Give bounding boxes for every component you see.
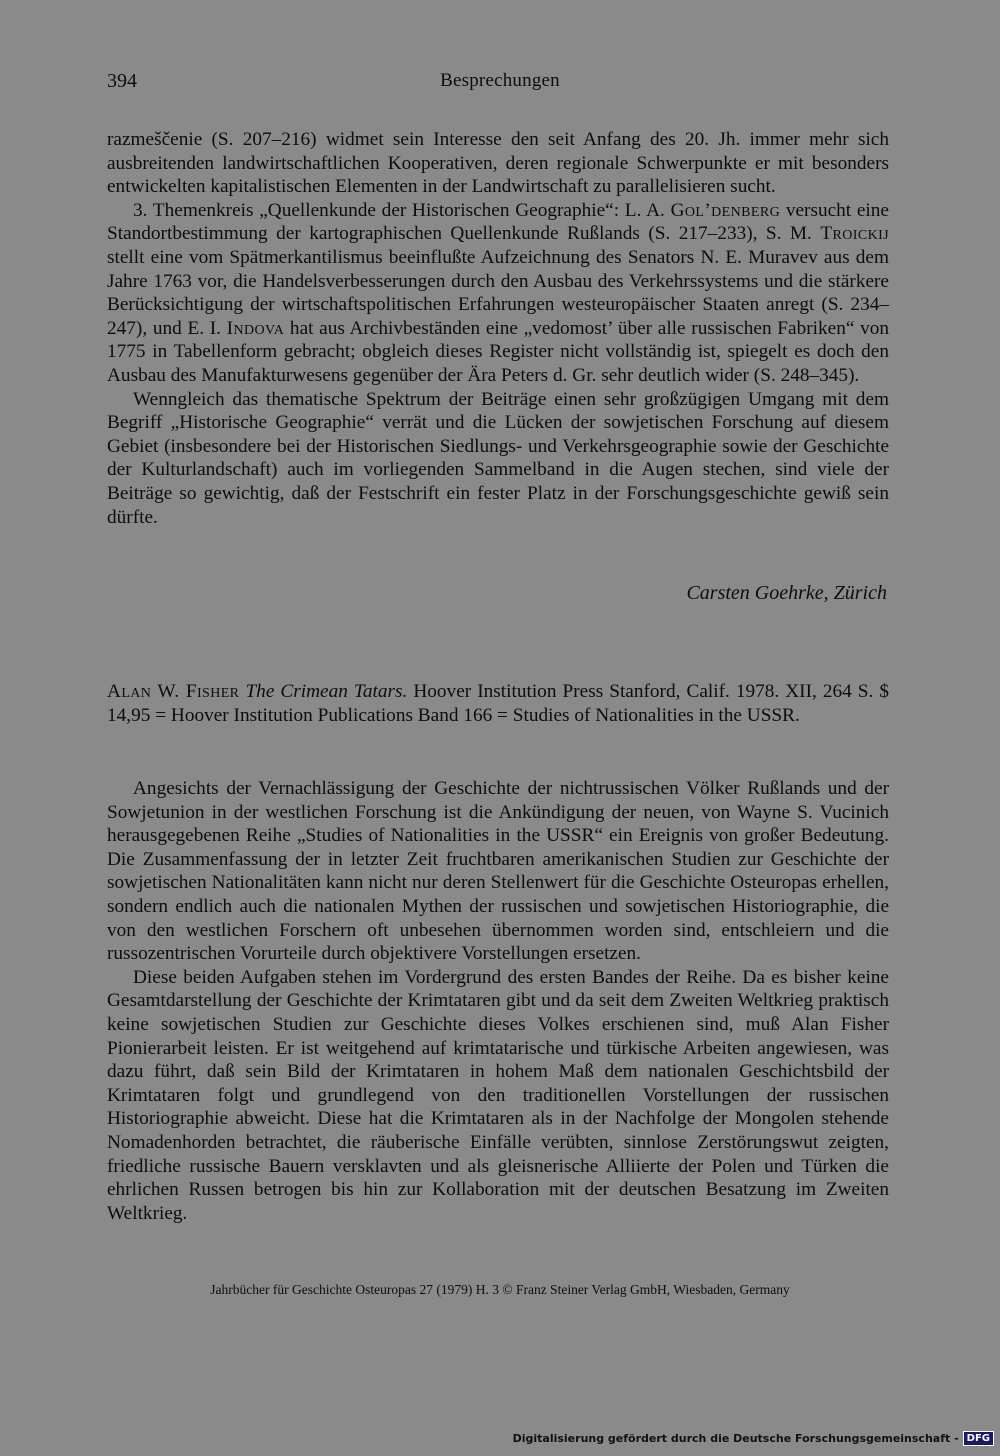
review2-bibliographic-header xyxy=(107,680,889,727)
review1-body xyxy=(107,128,889,529)
review1-p2-text-b: versucht eine Standortbestimmung der kartographischen Quellenkunde Rußlands (S. 217–233), S. M. xyxy=(107,199,889,245)
review1-paragraph-2 xyxy=(107,199,889,388)
journal-citation-footer: Jahrbücher für Geschichte Osteuropas 27 (1979) H. 3 © Franz Steiner Verlag GmbH, Wiesbaden, Germany xyxy=(210,1282,790,1297)
review1-paragraph-3: Wenngleich das thematische Spektrum der Beiträge einen sehr großzügigen Umgang mit dem Begriff „Historische Geographie“ verrät und die Lücken der sowjetischen Forschung auf diesem Gebiet (insbesondere bei der Historischen Siedlungs- und Verkehrsgeographie sowie der Geschichte der Kulturlandschaft) auch im vorliegenden Sammelband in die Augen stechen, sind viele der Beiträge so gewichtig, daß der Festschrift ein fester Platz in der Forschungsgeschichte gewiß sein dürfte. xyxy=(107,388,889,528)
review2-body xyxy=(107,777,889,1225)
dfg-logo: DFG xyxy=(963,1431,994,1446)
author-name-troickij: Troickij xyxy=(820,223,889,245)
review2-book-title: The Crimean Tatars. xyxy=(245,681,408,702)
review2-paragraph-1: Angesichts der Vernachlässigung der Geschichte der nichtrussischen Völker Rußlands und der Sowjetunion in der westlichen Forschung ist die Ankündigung der neuen, von Wayne S. Vucinich herausgegebenen Reihe „Studies of Nationalities in the USSR“ ein Ereignis von großer Bedeutung. Die Zusammenfassung der in letzter Zeit fruchtbaren amerikanischen Studien zur Geschichte der sowjetischen Nationalitäten kann nicht nur deren Stellenwert für die Geschichte Osteuropas erhellen, sondern endlich auch die nationalen Mythen der russischen und sowjetischen Historiographie, die von den westlichen Forschern oft unbesehen übernommen worden sind, entschleiern und die russozentrischen Vorurteile durch objektivere Vorstellungen ersetzen. xyxy=(107,778,889,965)
digitization-notice-text: Digitalisierung gefördert durch die Deutsche Forschungsgemeinschaft - xyxy=(512,1432,959,1445)
review2-author: Alan W. Fisher xyxy=(107,681,240,702)
author-name-indova: Indova xyxy=(226,317,285,339)
page-number: 394 xyxy=(107,70,137,92)
digitization-notice xyxy=(513,1431,994,1446)
review1-paragraph-1: razmeščenie (S. 207–216) widmet sein Interesse den seit Anfang des 20. Jh. immer mehr sich ausbreitenden landwirtschaftlichen Kooperativen, deren regionale Schwerpunkte er mit besonders entwickelten kapitalistischen Elementen in der Landwirtschaft zu parallelisieren sucht. xyxy=(107,129,889,198)
review1-p2-text-a: 3. Themenkreis „Quellenkunde der Historischen Geographie“: L. A. xyxy=(133,199,671,221)
author-name-goldenberg: Gol’denberg xyxy=(670,199,781,221)
review1-signature: Carsten Goehrke, Zürich xyxy=(686,582,887,604)
review1-p2-text-d: hat aus Archivbeständen eine „vedomost’ über alle russischen Fabriken“ von 1775 in Tabellenform gebracht; obgleich dieses Register nicht vollständig ist, spiegelt es doch den Ausbau des Manufakturwesens gegenüber der Ära Peters d. Gr. sehr deutlich wider (S. 248–345). xyxy=(107,317,889,386)
review2-bibliography: Hoover Institution Press Stanford, Calif. 1978. XII, 264 S. $ 14,95 = Hoover Institution Publications Band 166 = Studies of Nationalities in the USSR. xyxy=(107,681,890,726)
review1-p2-text-c: stellt eine vom Spätmerkantilismus beeinflußte Aufzeichnung des Senators N. E. Muravev aus dem Jahre 1763 vor, die Handelsverbesserungen durch den Ausbau des Verkehrssystems und die stärkere Berücksichtigung der wirtschaftspolitischen Erfahrungen westeuropäischer Staaten anregt (S. 234–247), und E. I. xyxy=(107,246,889,339)
review2-paragraph-2: Diese beiden Aufgaben stehen im Vordergrund des ersten Bandes der Reihe. Da es bisher keine Gesamtdarstellung der Geschichte der Krimtataren gibt und da seit dem Zweiten Weltkrieg praktisch keine sowjetischen Studien zur Geschichte dieses Volkes erschienen sind, muß Alan Fisher Pionierarbeit leisten. Er ist weitgehend auf krimtatarische und türkische Arbeiten angewiesen, was dazu führt, daß sein Bild der Krimtataren in hohem Maß dem nationalen Geschichtsbild der Krimtataren folgt und grundlegend von den traditionellen Vorstellungen der russischen Historiographie abweicht. Diese hat die Krimtataren als in der Nachfolge der Mongolen stehende Nomadenhorden betrachtet, die räuberische Einfälle verübten, sinnlose Zerstörungswut zeigten, friedliche russische Bauern versklavten und als gleisnerische Alliierte der Polen und Türken die ehrlichen Russen betrogen bis hin zur Kollaboration mit der deutschen Besatzung im Zweiten Weltkrieg. xyxy=(107,966,889,1224)
running-title: Besprechungen xyxy=(440,70,560,91)
